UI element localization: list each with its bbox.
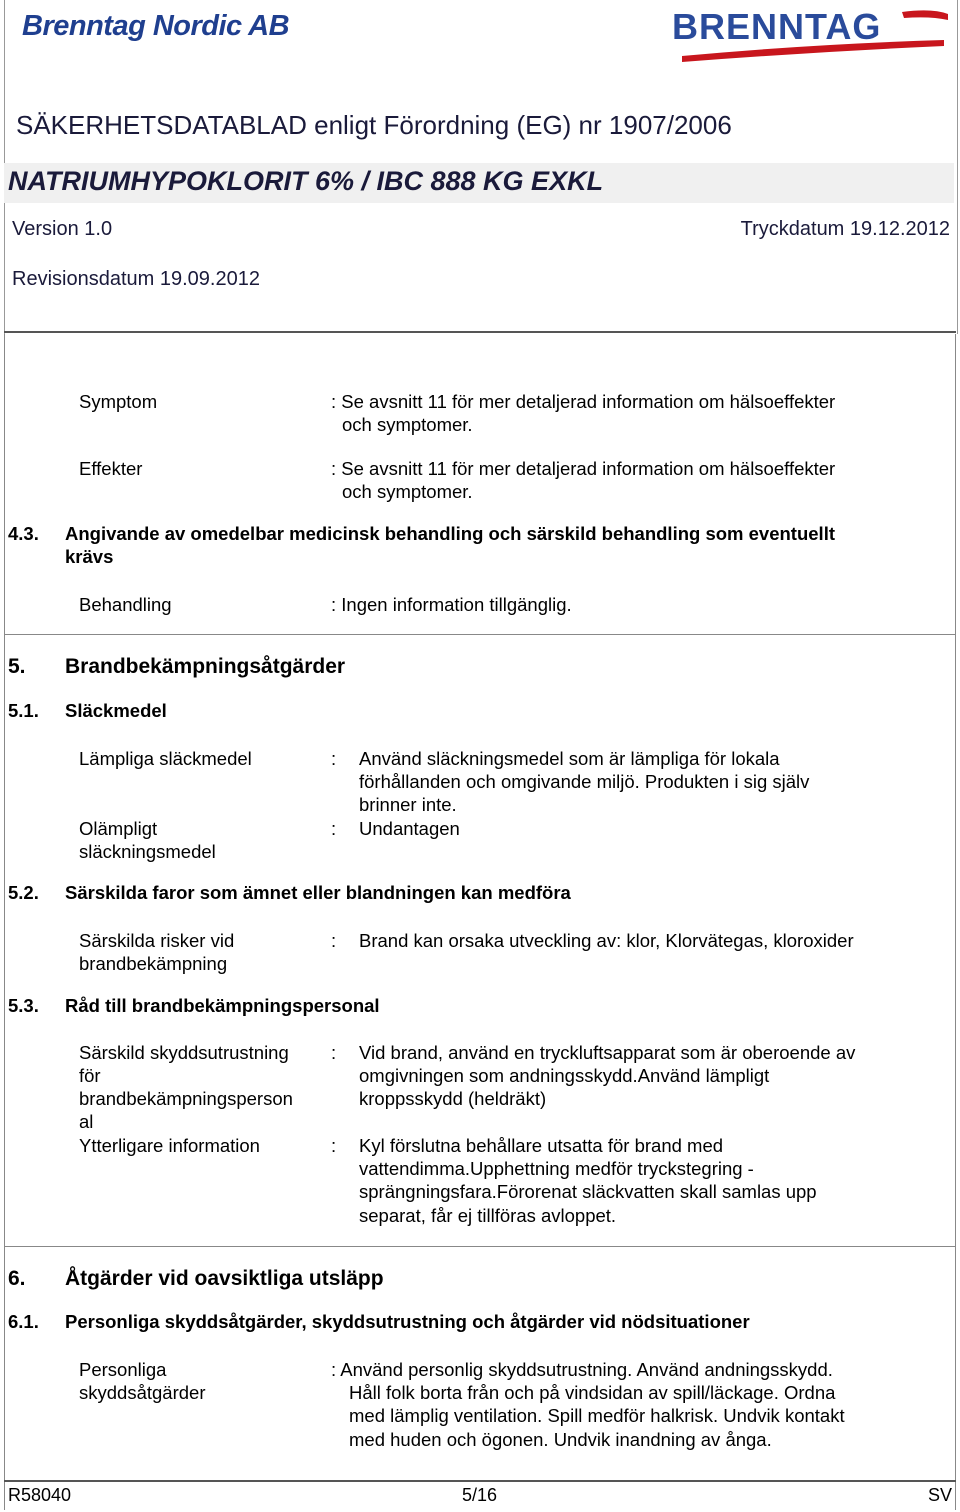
personliga-value-1: : Använd personlig skyddsutrustning. Använd andningsskydd.: [331, 1359, 833, 1380]
risker-label-1: Särskilda risker vid: [79, 930, 235, 951]
olampligt-label-2: släckningsmedel: [79, 841, 216, 862]
personliga-value-2: Håll folk borta från och på vindsidan av spill/läckage. Ordna: [349, 1382, 836, 1403]
doc-title: SÄKERHETSDATABLAD enligt Förordning (EG) nr 1907/2006: [16, 110, 732, 140]
skydd-label-2: för: [79, 1065, 101, 1086]
section-6-number: 6.: [8, 1267, 26, 1290]
skydd-value-2: omgivningen som andningsskydd.Använd lämpligt: [359, 1065, 770, 1086]
section-5-2-number: 5.2.: [8, 882, 39, 903]
section-5-3-title: Råd till brandbekämpningspersonal: [65, 995, 380, 1016]
behandling-value: : Ingen information tillgänglig.: [331, 594, 572, 615]
section-divider-6: [4, 1246, 956, 1247]
footer-divider: [4, 1480, 956, 1482]
personliga-value-4: med huden och ögonen. Undvik inandning av ånga.: [349, 1429, 772, 1450]
symptom-value-1: : Se avsnitt 11 för mer detaljerad information om hälsoeffekter: [331, 391, 836, 412]
personliga-label-2: skyddsåtgärder: [79, 1382, 206, 1403]
olampligt-value: Undantagen: [359, 818, 460, 839]
lampliga-value-2: förhållanden och omgivande miljö. Produkten i sig själv: [359, 771, 810, 792]
frame-right: [955, 334, 956, 1510]
section-4-3-title-2: krävs: [65, 546, 114, 567]
print-date: Tryckdatum 19.12.2012: [740, 218, 950, 240]
section-divider-5: [4, 634, 956, 635]
section-4-3-title-1: Angivande av omedelbar medicinsk behandling och särskild behandling som eventuellt: [65, 523, 835, 544]
revision-date: Revisionsdatum 19.09.2012: [12, 268, 260, 290]
ytterligare-label: Ytterligare information: [79, 1135, 260, 1156]
company-name: Brenntag Nordic AB: [22, 10, 290, 42]
behandling-label: Behandling: [79, 594, 172, 615]
skydd-label-3: brandbekämpningsperson: [79, 1088, 293, 1109]
footer-code: R58040: [8, 1485, 72, 1505]
risker-label-2: brandbekämpning: [79, 953, 228, 974]
symptom-value-2: och symptomer.: [342, 414, 473, 435]
lampliga-value-3: brinner inte.: [359, 794, 457, 815]
ytterligare-colon: :: [331, 1135, 337, 1156]
footer-page: 5/16: [462, 1485, 498, 1505]
section-6-1-title: Personliga skyddsåtgärder, skyddsutrustning och åtgärder vid nödsituationer: [65, 1311, 750, 1332]
section-5-1-number: 5.1.: [8, 700, 39, 721]
lampliga-label: Lämpliga släckmedel: [79, 748, 252, 769]
ytterligare-value-1: Kyl förslutna behållare utsatta för brand med: [359, 1135, 724, 1156]
version: Version 1.0: [12, 218, 113, 240]
section-6-title: Åtgärder vid oavsiktliga utsläpp: [65, 1267, 384, 1290]
section-6-1-number: 6.1.: [8, 1311, 39, 1332]
skydd-label-1: Särskild skyddsutrustning: [79, 1042, 289, 1063]
olampligt-label-1: Olämpligt: [79, 818, 158, 839]
ytterligare-value-3: sprängningsfara.Förorenat släckvatten skall samlas upp: [359, 1181, 817, 1202]
risker-colon: :: [331, 930, 337, 951]
lampliga-value-1: Använd släckningsmedel som är lämpliga för lokala: [359, 748, 780, 769]
effekter-value-2: och symptomer.: [342, 481, 473, 502]
section-5-title: Brandbekämpningsåtgärder: [65, 655, 346, 678]
product-name: NATRIUMHYPOKLORIT 6% / IBC 888 KG EXKL: [8, 166, 604, 196]
effekter-value-1: : Se avsnitt 11 för mer detaljerad information om hälsoeffekter: [331, 458, 836, 479]
lampliga-colon: :: [331, 748, 337, 769]
olampligt-colon: :: [331, 818, 337, 839]
logo-text: BRENNTAG: [672, 6, 882, 47]
section-4-3-number: 4.3.: [8, 523, 39, 544]
personliga-label-1: Personliga: [79, 1359, 167, 1380]
personliga-value-3: med lämplig ventilation. Spill medför halkrisk. Undvik kontakt: [349, 1405, 845, 1426]
footer-lang: SV: [927, 1485, 952, 1505]
symptom-label: Symptom: [79, 391, 158, 412]
skydd-value-1: Vid brand, använd en tryckluftsapparat som är oberoende av: [359, 1042, 856, 1063]
skydd-label-4: al: [79, 1111, 94, 1132]
ytterligare-value-2: vattendimma.Upphettning medför tryckstegring -: [359, 1158, 754, 1179]
section-5-3-number: 5.3.: [8, 995, 39, 1016]
risker-value: Brand kan orsaka utveckling av: klor, Klorvätegas, kloroxider: [359, 930, 854, 951]
logo-swoosh-icon: [672, 4, 952, 68]
ytterligare-value-4: separat, får ej tillföras avloppet.: [359, 1205, 617, 1226]
header-divider: [4, 331, 956, 333]
section-5-1-title: Släckmedel: [65, 700, 167, 721]
section-5-2-title: Särskilda faror som ämnet eller blandningen kan medföra: [65, 882, 571, 903]
skydd-colon: :: [331, 1042, 337, 1063]
effekter-label: Effekter: [79, 458, 143, 479]
frame-left: [4, 334, 5, 1510]
brenntag-logo: [672, 4, 952, 68]
section-5-number: 5.: [8, 655, 26, 678]
skydd-value-3: kroppsskydd (heldräkt): [359, 1088, 547, 1109]
